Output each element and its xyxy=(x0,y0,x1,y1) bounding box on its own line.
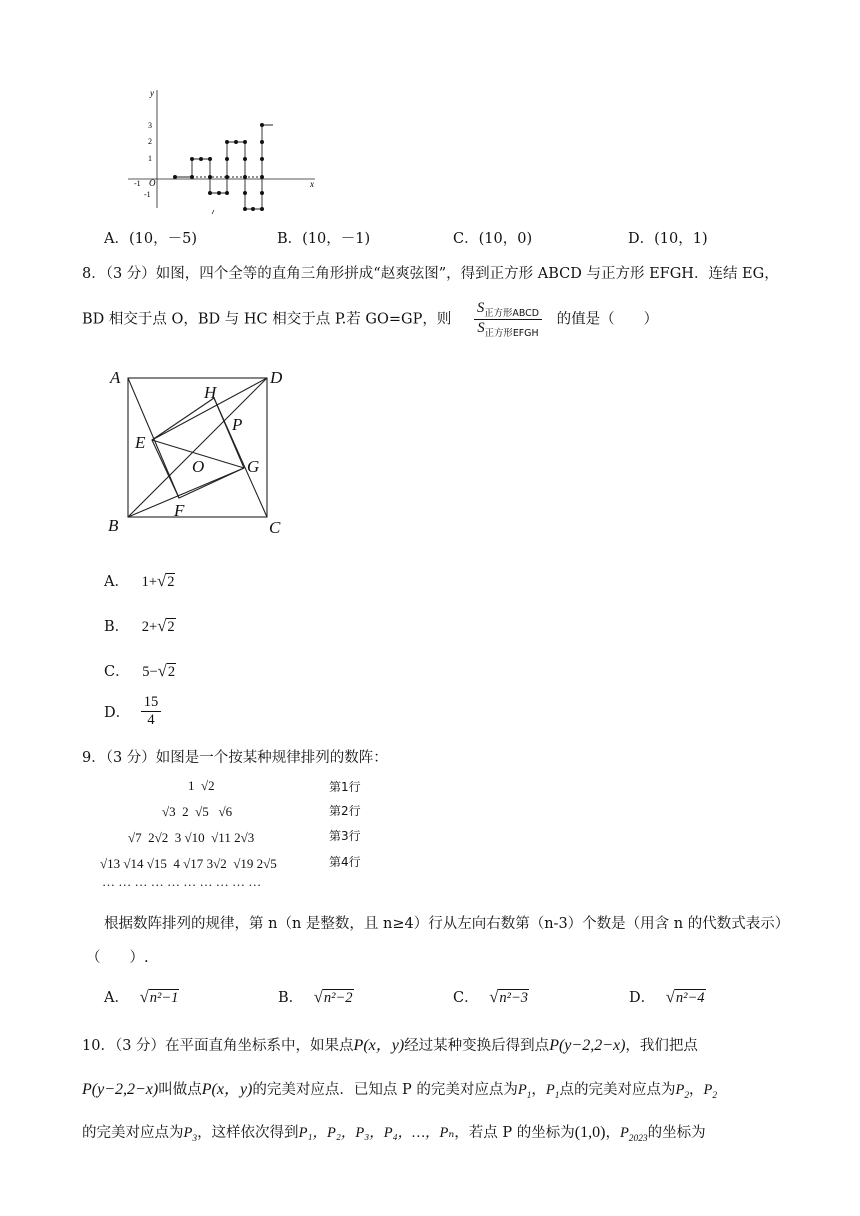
q9-cell: √13 xyxy=(100,856,121,871)
q9-option-a-arg: n²−1 xyxy=(149,990,179,1006)
q8-option-c-int: 5− xyxy=(142,664,158,680)
q9-row4 xyxy=(100,856,277,872)
q10-line3: 的完美对应点为$P_3$，这样依次得到P₁，P₂，P₃，P₄，…，Pₙ，若点 P 的坐标为(1,0)，$P_{2023}$的坐标为 xyxy=(82,1124,706,1144)
q8-label-p: P xyxy=(232,415,243,434)
q10-p1-sub: 1 xyxy=(526,1090,532,1101)
q9-option-a-letter: A． xyxy=(104,990,129,1006)
q10-l2f: ， xyxy=(689,1082,704,1098)
svg-text:-1: -1 xyxy=(134,179,141,188)
q9-cell: 4 xyxy=(173,856,180,871)
q9-cell: √5 xyxy=(195,804,209,819)
q7-option-b-letter: B． xyxy=(277,231,303,247)
q8-option-c-letter: C． xyxy=(104,664,130,680)
svg-text:1: 1 xyxy=(148,154,152,163)
q9-option-a[interactable]: A． √n²−1 xyxy=(104,987,179,1006)
q10-l3a: 的完美对应点为 xyxy=(82,1125,184,1141)
q10-sequence: P₁，P₂，P₃，P₄，…，Pₙ xyxy=(298,1125,455,1141)
q10-point-image: P(y−2,2−x) xyxy=(549,1037,626,1054)
q8-zhao-shuang-figure xyxy=(104,364,294,536)
q8-option-b-letter: B． xyxy=(104,619,130,635)
q8-label-b: B xyxy=(108,516,119,535)
svg-text:-1: -1 xyxy=(144,190,151,199)
q8-stem-line2 xyxy=(82,300,658,339)
svg-text:x: x xyxy=(310,179,314,189)
q8-option-c-rad: 2 xyxy=(167,664,176,680)
q10-point-image-2: P(y−2,2−x) xyxy=(82,1081,159,1098)
q10-l3e: 的坐标为 xyxy=(647,1125,706,1141)
q10-l1c: ，我们把点 xyxy=(625,1038,698,1054)
q10-coord: (1,0) xyxy=(574,1124,606,1141)
q10-line1 xyxy=(82,1032,698,1055)
q10-p3-sub: 3 xyxy=(192,1133,198,1144)
svg-text:O: O xyxy=(149,178,156,188)
q8-option-a-rad: 2 xyxy=(167,574,175,590)
q7-option-d[interactable] xyxy=(628,227,708,248)
q8-option-b[interactable]: B． 2+√2 xyxy=(104,616,175,635)
q8-frac-den-sub: 正方形EFGH xyxy=(484,327,539,339)
q9-row2 xyxy=(162,804,232,820)
q9-row-label-2: 第2行 xyxy=(329,804,361,818)
q10-l1a: 10．（3 分）在平面直角坐标系中，如果点 xyxy=(82,1038,354,1054)
q8-option-b-rad: 2 xyxy=(167,619,175,635)
q8-label-g: G xyxy=(247,457,260,476)
svg-text:3: 3 xyxy=(148,121,152,130)
q7-option-d-letter: D． xyxy=(628,231,655,247)
q10-l3b: ，这样依次得到 xyxy=(197,1125,299,1141)
q9-option-c[interactable]: C． √n²−3 xyxy=(453,987,529,1006)
q9-cell: 2√5 xyxy=(256,856,277,871)
q8-frac-den: S xyxy=(477,319,485,336)
q10-line2: P(y−2,2−x)叫做点P(x，y)的完美对应点．已知点 P 的完美对应点为$P_1$，$P_1$点的完美对应点为$P_2$，$P_2$ xyxy=(82,1081,718,1101)
q8-label-o: O xyxy=(192,457,205,476)
q7-option-a[interactable] xyxy=(104,227,197,248)
q10-l2b: 叫做点 xyxy=(158,1082,202,1098)
q8-label-d: D xyxy=(270,368,283,387)
q9-cell: √11 xyxy=(211,830,231,845)
q9-option-c-arg: n²−3 xyxy=(499,990,529,1006)
q9-row3 xyxy=(128,830,254,846)
q9-stem-text1: 根据数阵排列的规律，第 n（n 是整数，且 n≥4）行从左向右数第（n-3）个数是（用含 n 的代数式表示） xyxy=(104,916,790,932)
q9-ellipsis-row: … … … … … … … … … … xyxy=(102,874,262,889)
q9-option-b-arg: n²−2 xyxy=(323,990,353,1006)
q9-cell: 1 xyxy=(188,778,195,793)
q10-point-p-2: P(x，y) xyxy=(201,1081,253,1098)
q7-option-d-text: (10，1) xyxy=(654,231,708,247)
q9-row-label-1: 第1行 xyxy=(329,780,361,794)
q7-option-b[interactable] xyxy=(277,227,370,248)
q10-l2e: 点的完美对应点为 xyxy=(559,1082,676,1098)
q9-option-d[interactable]: D． √n²−4 xyxy=(629,987,705,1006)
q9-option-b-letter: B． xyxy=(278,990,304,1006)
q10-l2d: ， xyxy=(531,1082,546,1098)
q7-option-c-text: (10，0) xyxy=(478,231,533,247)
q8-stem-line2a: BD 相交于点 O，BD 与 HC 相交于点 P.若 GO=GP，则 xyxy=(82,311,452,328)
q7-option-b-text: (10，－1) xyxy=(302,231,371,247)
q8-option-a-int: 1+ xyxy=(141,574,158,590)
q9-cell: √7 xyxy=(128,830,142,845)
q9-cell: √3 xyxy=(162,804,176,819)
q10-l2c: 的完美对应点．已知点 P 的完美对应点为 xyxy=(252,1082,518,1098)
q8-option-d-den: 4 xyxy=(147,712,155,728)
q8-stem-line1: 8．（3 分）如图，四个全等的直角三角形拼成“赵爽弦图”，得到正方形 ABCD 与正方形 EFGH．连结 EG， xyxy=(82,266,779,282)
q8-option-a-letter: A． xyxy=(104,574,129,590)
q7-step-graph xyxy=(120,86,320,218)
q10-point-p: P(x，y) xyxy=(353,1037,405,1054)
q8-label-h: H xyxy=(204,383,217,402)
q7-option-a-letter: A． xyxy=(104,231,129,247)
q8-option-d-num: 15 xyxy=(141,694,162,712)
q10-p1-sub-b: 1 xyxy=(554,1090,560,1101)
q9-cell: 3√2 xyxy=(206,856,227,871)
q8-option-d-letter: D． xyxy=(104,705,131,721)
q10-p2023-sub: 2023 xyxy=(628,1133,648,1144)
q8-stem-line2b: 的值是（ ） xyxy=(556,311,659,328)
q8-frac-num: S xyxy=(476,300,485,316)
q9-option-b[interactable]: B． √n²−2 xyxy=(278,987,353,1006)
svg-text:2: 2 xyxy=(148,137,152,146)
q8-label-a: A xyxy=(110,368,121,387)
q7-option-c[interactable] xyxy=(453,227,532,248)
q10-l3d: ， xyxy=(605,1125,620,1141)
q9-cell: 2√3 xyxy=(234,830,255,845)
q7-option-c-letter: C． xyxy=(453,231,479,247)
q9-cell: 2 xyxy=(182,804,189,819)
q8-frac-num-sub: 正方形ABCD xyxy=(484,307,539,319)
q9-option-c-letter: C． xyxy=(453,990,479,1006)
q7-option-a-text: (10，－5) xyxy=(128,231,197,247)
q8-label-f: F xyxy=(174,501,185,520)
q8-option-b-int: 2+ xyxy=(141,619,158,635)
q8-option-d[interactable] xyxy=(104,694,161,729)
q9-row1 xyxy=(188,778,215,794)
q10-p2-sub-b: 2 xyxy=(712,1090,718,1101)
q9-cell: 3 xyxy=(174,830,182,845)
q9-cell: √14 xyxy=(123,856,144,871)
q9-cell: √17 xyxy=(183,856,204,871)
svg-text:y: y xyxy=(150,88,154,98)
q9-cell: √10 xyxy=(184,830,205,845)
q9-cell: √2 xyxy=(201,778,215,793)
q9-row-label-4: 第4行 xyxy=(329,855,361,869)
q10-l1b: 经过某种变换后得到点 xyxy=(404,1038,550,1054)
q8-area-ratio-fraction xyxy=(474,300,542,339)
q9-row-label-3: 第3行 xyxy=(329,829,361,843)
q9-stem-line1: 9．（3 分）如图是一个按某种规律排列的数阵： xyxy=(82,750,388,766)
q10-p2-sub: 2 xyxy=(684,1090,690,1101)
q9-stem-text2: （ ）. xyxy=(86,950,149,966)
q8-label-c: C xyxy=(269,518,281,536)
q9-cell: √15 xyxy=(146,856,167,871)
q8-option-c[interactable]: C． 5−√2 xyxy=(104,661,176,680)
q10-l3c: ，若点 P 的坐标为 xyxy=(454,1125,575,1141)
q9-cell: √6 xyxy=(218,804,233,819)
q9-option-d-arg: n²−4 xyxy=(675,990,705,1006)
q9-option-d-letter: D． xyxy=(629,990,656,1006)
q9-cell: 2√2 xyxy=(148,830,169,845)
q8-option-a[interactable]: A． 1+√2 xyxy=(104,571,175,590)
q8-label-e: E xyxy=(135,433,146,452)
q9-cell: √19 xyxy=(233,856,254,871)
